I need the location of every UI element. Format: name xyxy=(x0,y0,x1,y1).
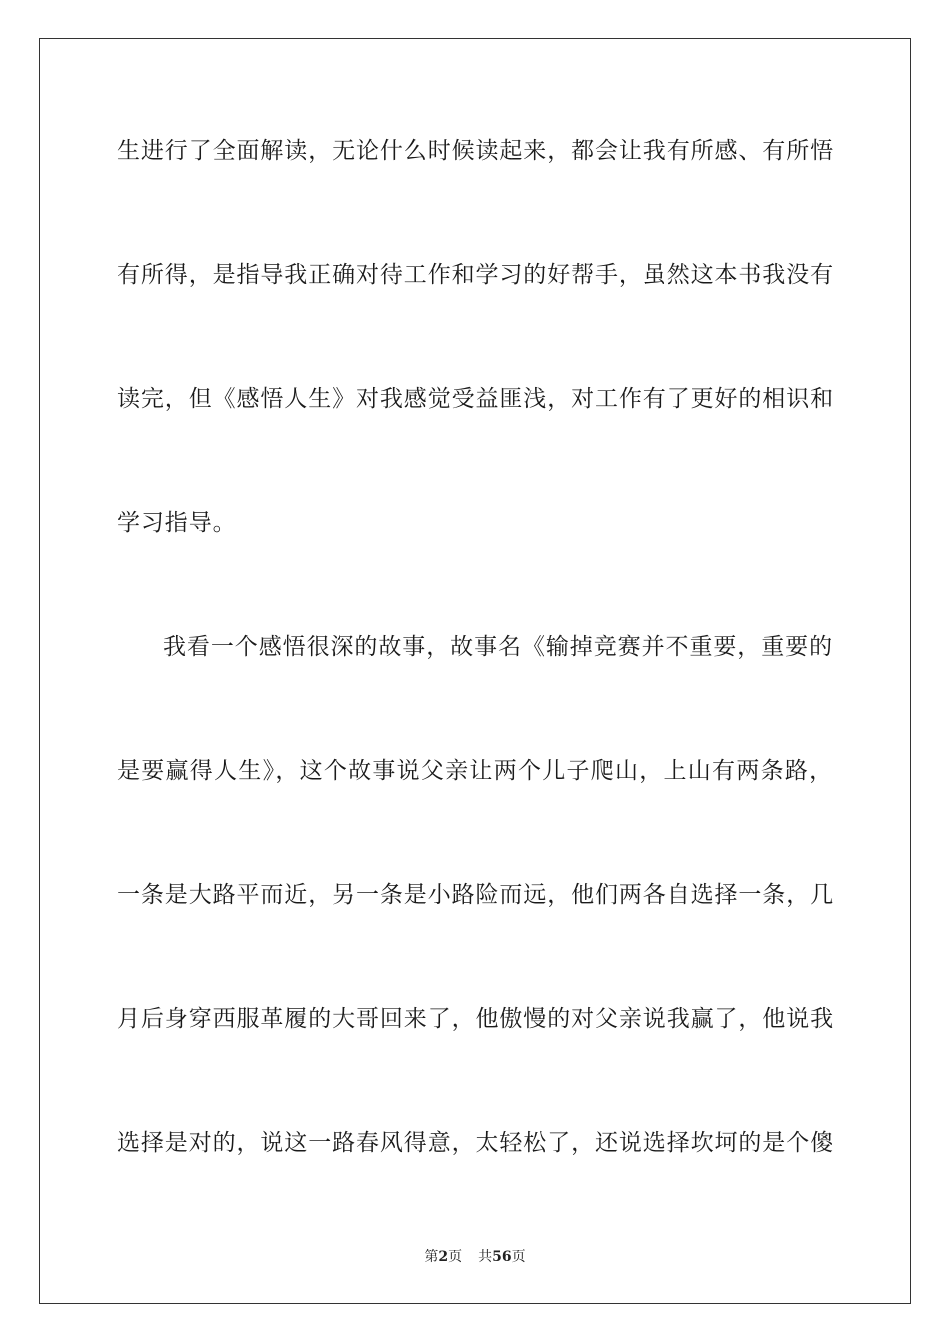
text-line: 月后身穿西服革履的大哥回来了，他傲慢的对父亲说我赢了，他说我 xyxy=(117,1006,834,1032)
text-line: 生进行了全面解读，无论什么时候读起来，都会让我有所感、有所悟 xyxy=(117,138,834,164)
text-line: 读完，但《感悟人生》对我感觉受益匪浅，对工作有了更好的相识和 xyxy=(117,386,834,412)
text-line: 有所得，是指导我正确对待工作和学习的好帮手，虽然这本书我没有 xyxy=(117,262,834,288)
total-pages: 56 xyxy=(492,1249,512,1265)
page-footer xyxy=(0,1248,950,1266)
page-number: 2 xyxy=(438,1249,449,1265)
page-label-suffix: 页 xyxy=(448,1249,463,1265)
text-line: 是要赢得人生》，这个故事说父亲让两个儿子爬山，上山有两条路， xyxy=(117,758,833,784)
text-line: 选择是对的，说这一路春风得意，太轻松了，还说选择坎坷的是个傻 xyxy=(117,1130,834,1156)
text-line: 一条是大路平而近，另一条是小路险而远，他们两各自选择一条，几 xyxy=(117,882,834,908)
total-label-suffix: 页 xyxy=(511,1249,526,1265)
page-label-prefix: 第 xyxy=(424,1249,439,1265)
page-border xyxy=(39,38,911,1304)
text-line: 学习指导。 xyxy=(117,510,237,536)
paragraph-first-line: 我看一个感悟很深的故事，故事名《输掉竞赛并不重要，重要的 xyxy=(163,634,833,660)
total-label-prefix: 共 xyxy=(478,1249,493,1265)
